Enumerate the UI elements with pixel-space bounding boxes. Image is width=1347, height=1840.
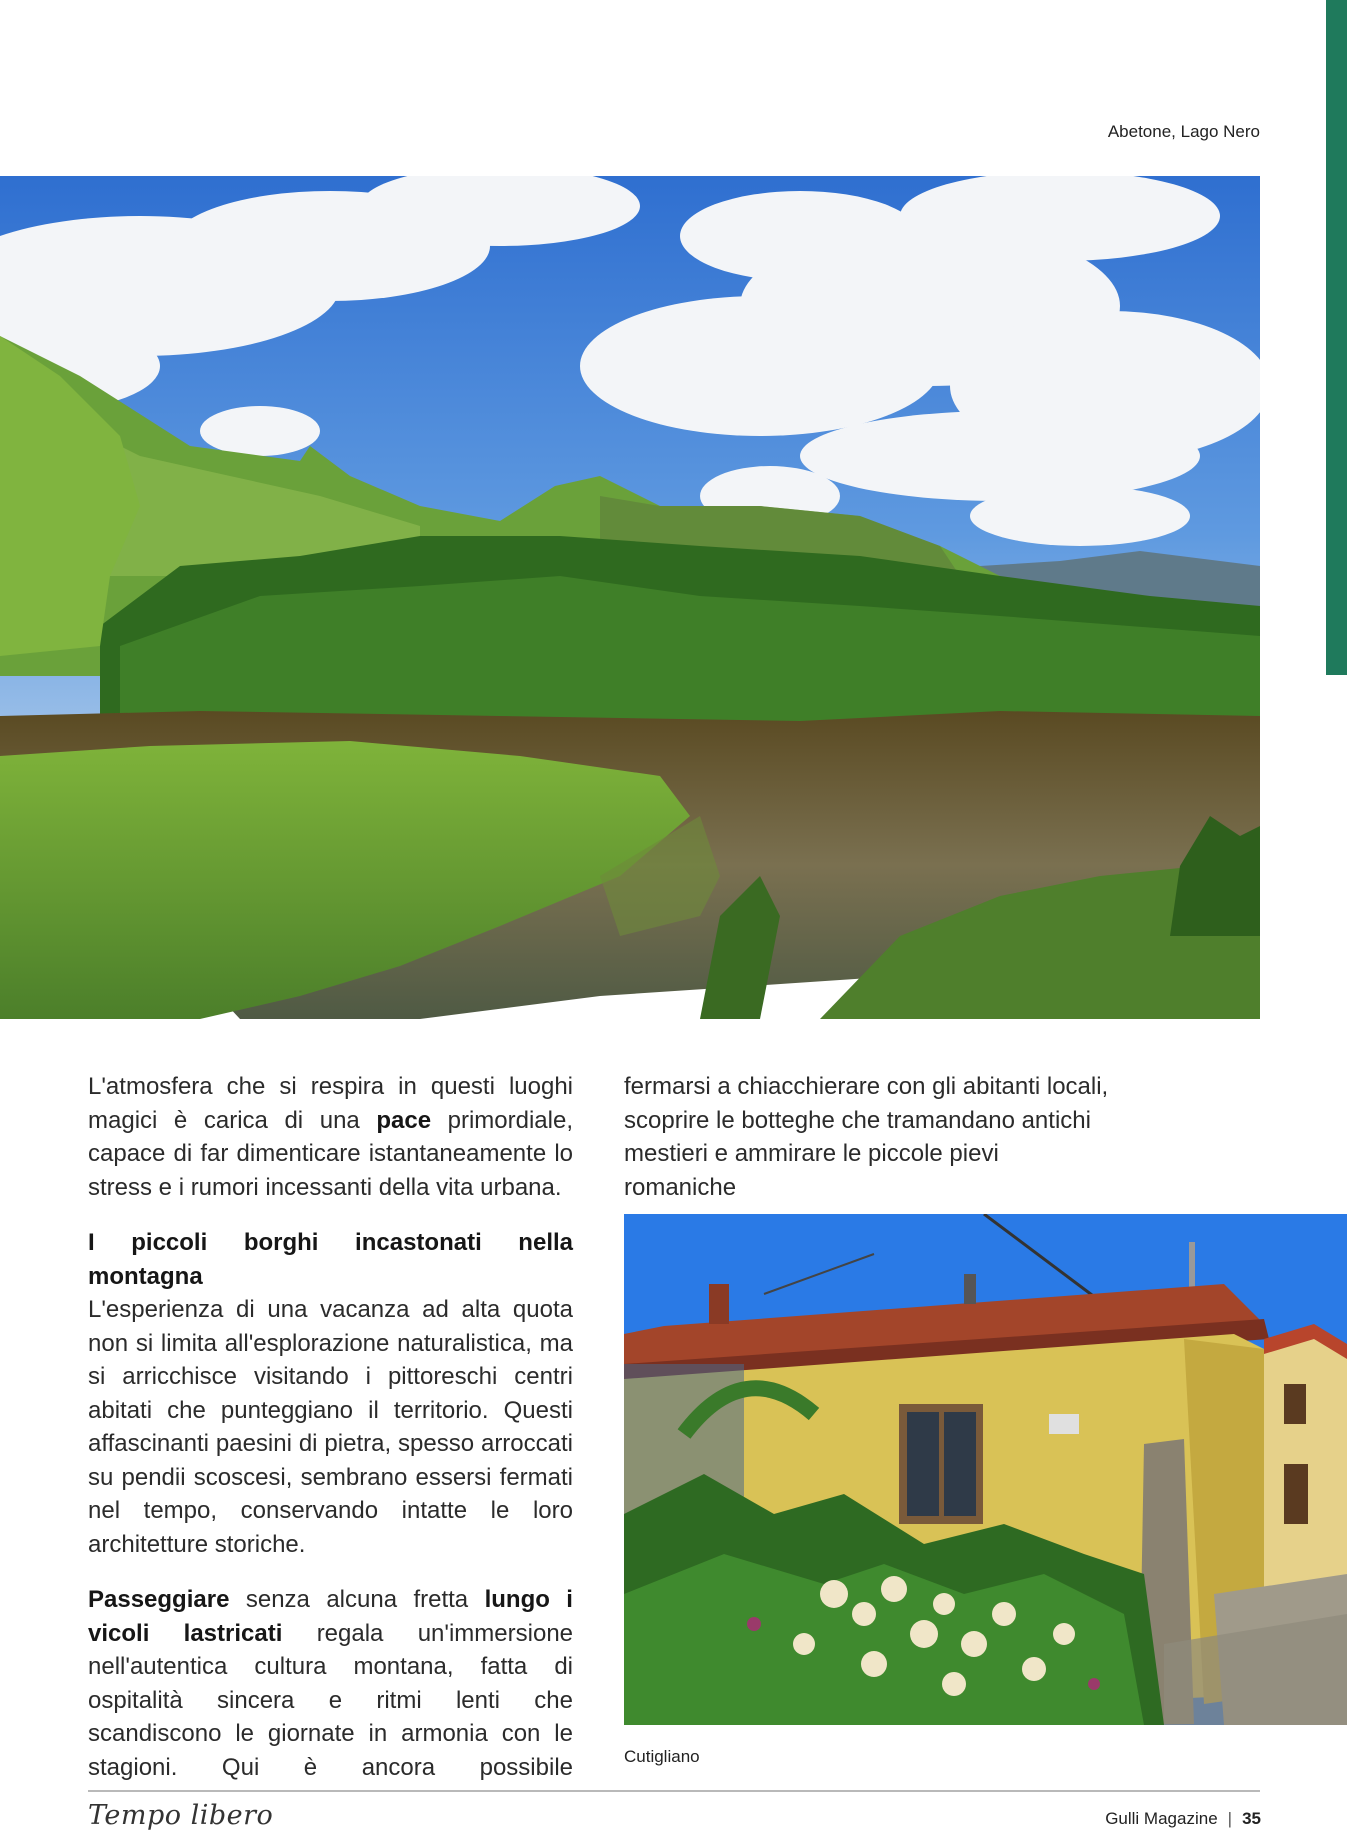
photo-caption-bottom: Cutigliano [624, 1747, 700, 1766]
continuation-paragraph: fermarsi a chiacchierare con gli abitanti locali, scoprire le botteghe che tramandano antichi mestieri e ammirare le piccole pievi romaniche [624, 1073, 1109, 1201]
section-color-tab [1326, 0, 1347, 675]
photo-caption-top: Abetone, Lago Nero [1107, 122, 1260, 141]
article-column-right [624, 1070, 1114, 1226]
lake-landscape-photo [0, 176, 1260, 1019]
section-name: Tempo libero [88, 1800, 274, 1831]
borghi-paragraph: I piccoli borghi incastonati nella montagna L'esperienza di una vacanza ad alta quota non si limita all'esplorazione naturalistica, ma si arricchisce visitando i pittoreschi centri abitati che punteggiano il territorio. Questi affascinanti paesini di pietra, spesso arroccati su pendii scoscesi, sembrano essersi fermati nel tempo, conservando intatte le loro architetture storiche. [88, 1226, 573, 1561]
magazine-name: Gulli Magazine [1105, 1809, 1218, 1828]
folio-separator: | [1227, 1809, 1233, 1828]
vicoli-paragraph: Passeggiare senza alcuna fretta lungo i vicoli lastricati regala un'immersione nell'autentica cultura montana, fatta di ospitalità sincera e ritmi lenti che scandiscono le giornate in armonia con le stagioni. Qui è ancora possibile [88, 1586, 574, 1781]
intro-paragraph: L'atmosfera che si respira in questi luoghi magici è carica di una pace primordiale, capace di far dimenticare istantaneamente lo stress e i rumori incessanti della vita urbana. [88, 1073, 574, 1201]
footer-rule [88, 1790, 1260, 1792]
village-house-photo [624, 1214, 1347, 1725]
article-column-left [88, 1070, 573, 1806]
page-number: 35 [1242, 1809, 1261, 1828]
page-folio [1105, 1809, 1261, 1829]
section-subheading: I piccoli borghi incastonati nella montagna [88, 1229, 573, 1290]
